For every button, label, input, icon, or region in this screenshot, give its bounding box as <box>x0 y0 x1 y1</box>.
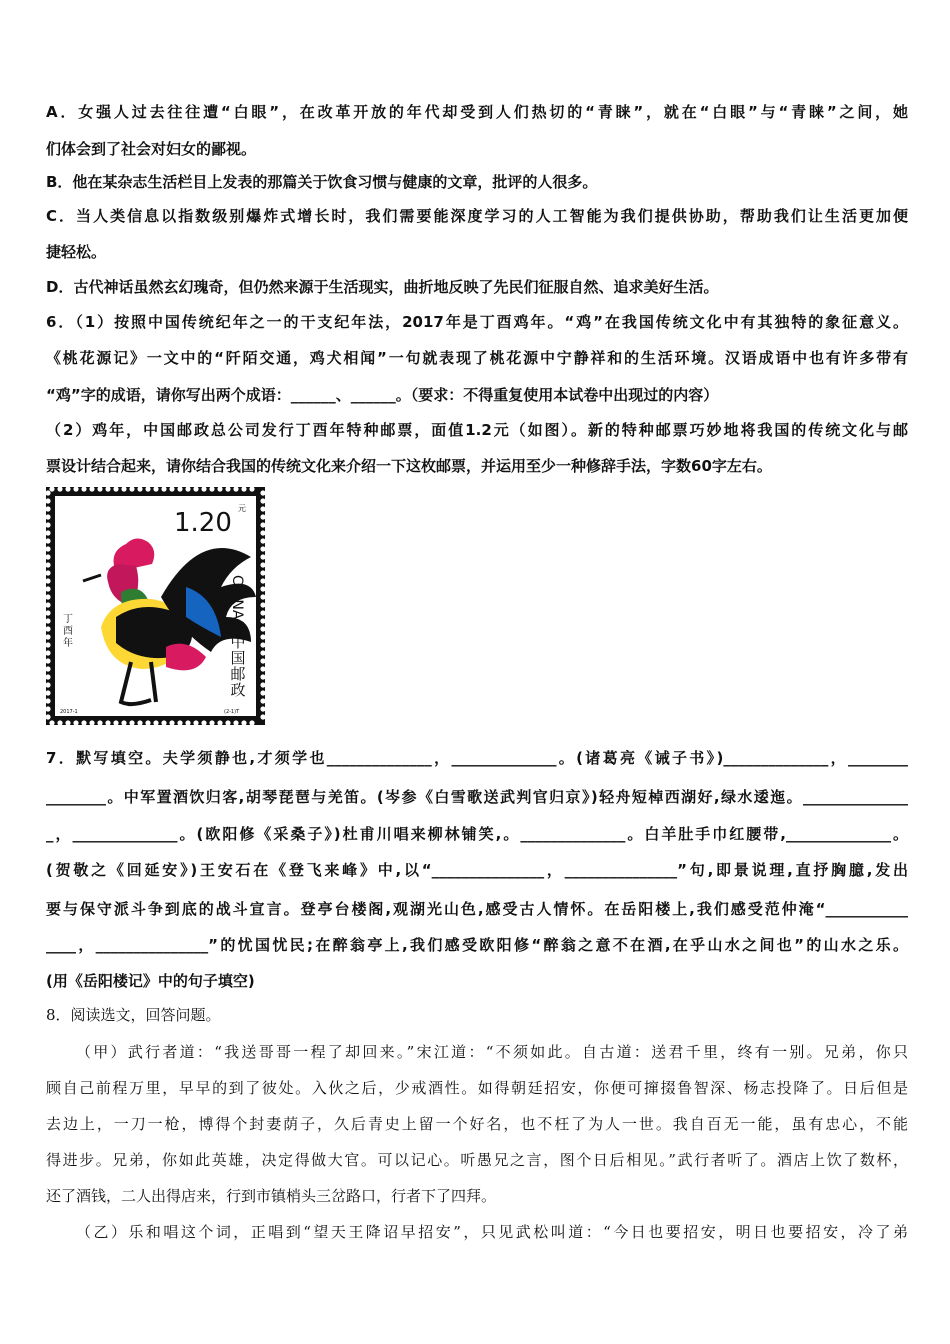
stamp-value: 1.20 <box>174 508 232 538</box>
option-c-line-2: 捷轻松。 <box>46 243 107 261</box>
stamp-serial-right: (2-1)T <box>224 709 240 715</box>
option-b: B．他在某杂志生活栏目上发表的那篇关于饮食习惯与健康的文章，批评的人很多。 <box>46 173 598 191</box>
q6-line-5: 票设计结合起来，请你结合我国的传统文化来介绍一下这枚邮票，并运用至少一种修辞手法，字数60字左右。 <box>46 457 772 475</box>
q6-line-2: 《桃花源记》一文中的“阡陌交通，鸡犬相闻”一句就表现了桃花源中宁静祥和的生活环境。汉语成语中也有许多带有 <box>46 349 908 367</box>
q6-line-4: （2）鸡年，中国邮政总公司发行丁酉年特种邮票，面值1.2元（如图）。新的特种邮票巧妙地将我国的传统文化与邮 <box>46 421 908 439</box>
q7-line-1: 7．默写填空。夫学须静也,才须学也______________，______________。(诸葛亮《诫子书》)______________，________ <box>46 749 908 767</box>
option-a-line-2: 们体会到了社会对妇女的鄙视。 <box>46 140 257 158</box>
q8-passage-line: 还了酒钱，二人出得店来，行到市镇梢头三岔路口，行者下了四拜。 <box>46 1187 497 1205</box>
q8-title: 8．阅读选文，回答问题。 <box>46 1006 221 1024</box>
option-c-line-1: C．当人类信息以指数级别爆炸式增长时，我们需要能深度学习的人工智能为我们提供协助，帮助我们让生活更加便 <box>46 207 908 225</box>
option-d: D．古代神话虽然玄幻瑰奇，但仍然来源于生活现实，曲折地反映了先民们征服自然、追求美好生活。 <box>46 278 719 296</box>
stamp-year-label: 丁酉年 <box>63 614 73 649</box>
q7-line-5: 要与保守派斗争到底的战斗宣言。登亭台楼阁,观湖光山色,感受古人情怀。在岳阳楼上,我们感受范仲淹“___________ <box>46 900 908 918</box>
q8-passage-2-line: （乙）乐和唱这个词，正唱到“望天王降诏早招安”，只见武松叫道：“今日也要招安，明日也要招安，冷了弟 <box>76 1223 908 1241</box>
q8-passage-line: （甲）武行者道：“我送哥哥一程了却回来。”宋江道：“不须如此。自古道：送君千里，终有一别。兄弟，你只 <box>76 1043 908 1061</box>
q7-line-7: (用《岳阳楼记》中的句子填空) <box>46 972 255 990</box>
stamp-post: 中国邮政 <box>230 633 246 699</box>
stamp-serial-left: 2017-1 <box>60 709 78 715</box>
q6-line-3: “鸡”字的成语，请你写出两个成语：______、______。（要求：不得重复使用本试卷中出现过的内容） <box>46 386 719 404</box>
q6-line-1: 6．（1）按照中国传统纪年之一的干支纪年法，2017年是丁酉鸡年。“鸡”在我国传统文化中有其独特的象征意义。 <box>46 313 908 331</box>
q8-passage-line: 得进步。兄弟，你如此英雄，决定得做大官。可以记心。听愚兄之言，图个日后相见。”武行者听了。酒店上饮了数杯， <box>46 1151 908 1169</box>
q7-line-2: ________。中军置酒饮归客,胡琴琵琶与羌笛。(岑参《白雪歌送武判官归京》)轻舟短棹西湖好,绿水逶迤。______________ <box>46 788 908 806</box>
q7-line-3: _，______________。(欧阳修《采桑子》)杜甫川唱来柳林铺笑,。______________。白羊肚手巾红腰带,______________。 <box>46 825 908 843</box>
q8-passage-line: 去边上，一刀一枪，博得个封妻荫子，久后青史上留一个好名，也不枉了为人一世。我自百无一能，虽有忠心，不能 <box>46 1115 908 1133</box>
q8-passage-line: 顾自己前程万里，早早的到了彼处。入伙之后，少戒酒性。如得朝廷招安，你便可撺掇鲁智深、杨志投降了。日后但是 <box>46 1079 908 1097</box>
q7-line-6: ____，_______________”的忧国忧民;在醉翁亭上,我们感受欧阳修“醉翁之意不在酒,在乎山水之间也”的山水之乐。 <box>46 936 908 954</box>
stamp-country: CHINA <box>229 575 245 620</box>
q7-line-4: (贺敬之《回延安》)王安石在《登飞来峰》中,以“_______________，_______________”句,即景说理,直抒胸臆,发出 <box>46 861 908 879</box>
rooster-stamp-image <box>46 487 265 725</box>
option-a-line-1: A．女强人过去往往遭“白眼”，在改革开放的年代却受到人们热切的“青睐”，就在“白眼”与“青睐”之间，她 <box>46 103 908 121</box>
stamp-unit: 元 <box>238 504 246 513</box>
